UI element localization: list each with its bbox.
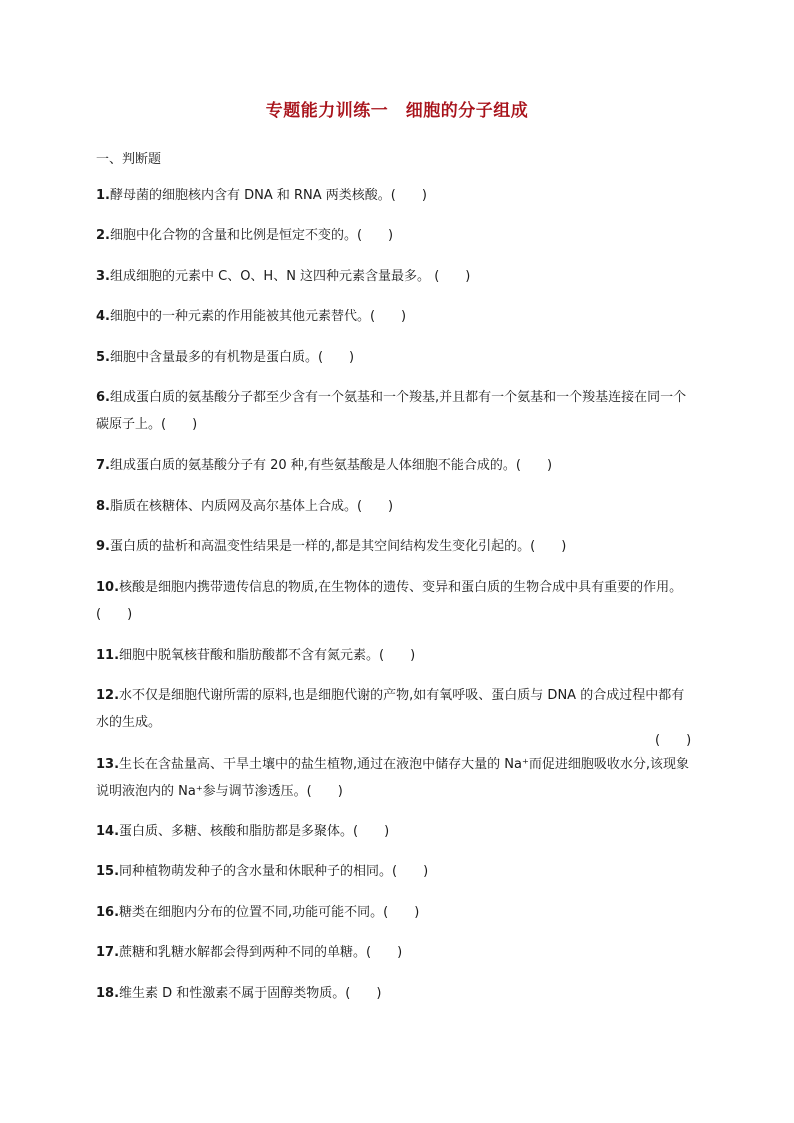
- question-number: 17.: [96, 945, 120, 960]
- question-number: 9.: [96, 539, 110, 554]
- question-number: 12.: [96, 688, 120, 703]
- page-title: 专题能力训练一 细胞的分子组成: [265, 101, 529, 121]
- question-text: 糖类在细胞内分布的位置不同,功能可能不同。( ): [119, 905, 420, 920]
- question-14: [96, 818, 696, 845]
- section-heading: 一、判断题: [96, 152, 162, 167]
- question-17: [96, 939, 696, 966]
- question-2: [96, 222, 696, 249]
- question-15: [96, 858, 696, 885]
- question-number: 6.: [96, 390, 110, 405]
- question-text: 组成细胞的元素中 C、O、H、N 这四种元素含量最多。 ( ): [109, 269, 471, 284]
- question-text: 蛋白质的盐析和高温变性结果是一样的,都是其空间结构发生变化引起的。( ): [109, 539, 567, 554]
- question-10: [96, 574, 696, 628]
- question-text: 细胞中的一种元素的作用能被其他元素替代。( ): [109, 309, 407, 324]
- question-1: [96, 182, 696, 209]
- question-11: [96, 642, 696, 669]
- question-number: 7.: [96, 458, 110, 473]
- question-4: [96, 303, 696, 330]
- question-number: 15.: [96, 864, 120, 879]
- question-text: 细胞中含量最多的有机物是蛋白质。( ): [109, 350, 355, 365]
- question-number: 11.: [96, 648, 120, 663]
- question-text: 蔗糖和乳糖水解都会得到两种不同的单糖。( ): [119, 945, 403, 960]
- question-6: [96, 384, 696, 438]
- question-text: 酵母菌的细胞核内含有 DNA 和 RNA 两类核酸。( ): [109, 188, 427, 203]
- question-number: 13.: [96, 757, 120, 772]
- question-number: 1.: [96, 188, 110, 203]
- question-8: [96, 493, 696, 520]
- answer-bracket: ( ): [655, 733, 692, 748]
- question-number: 18.: [96, 986, 120, 1001]
- question-7: [96, 452, 696, 479]
- question-number: 14.: [96, 824, 120, 839]
- question-number: 2.: [96, 228, 110, 243]
- question-number: 10.: [96, 580, 120, 595]
- question-9: [96, 533, 696, 560]
- question-18: [96, 980, 696, 1007]
- question-text: 组成蛋白质的氨基酸分子都至少含有一个氨基和一个羧基,并且都有一个氨基和一个羧基连接在同一个碳原子上。( ): [96, 390, 687, 432]
- question-text: 生长在含盐量高、干旱土壤中的盐生植物,通过在液泡中储存大量的 Na⁺而促进细胞吸收水分,该现象说明液泡内的 Na⁺参与调节渗透压。( ): [96, 757, 689, 799]
- question-3: [96, 263, 696, 290]
- question-number: 5.: [96, 350, 110, 365]
- question-16: [96, 899, 696, 926]
- question-text: 核酸是细胞内携带遗传信息的物质,在生物体的遗传、变异和蛋白质的生物合成中具有重要的作用。( ): [96, 580, 683, 622]
- question-5: [96, 344, 696, 371]
- question-12: [96, 682, 696, 736]
- question-text: 脂质在核糖体、内质网及高尔基体上合成。( ): [109, 499, 394, 514]
- question-text: 同种植物萌发种子的含水量和休眠种子的相同。( ): [119, 864, 429, 879]
- question-number: 3.: [96, 269, 110, 284]
- question-number: 4.: [96, 309, 110, 324]
- question-13: [96, 751, 696, 805]
- question-text: 水不仅是细胞代谢所需的原料,也是细胞代谢的产物,如有氧呼吸、蛋白质与 DNA 的合成过程中都有水的生成。: [96, 688, 685, 730]
- question-text: 组成蛋白质的氨基酸分子有 20 种,有些氨基酸是人体细胞不能合成的。( ): [109, 458, 553, 473]
- question-text: 蛋白质、多糖、核酸和脂肪都是多聚体。( ): [119, 824, 390, 839]
- question-number: 16.: [96, 905, 120, 920]
- question-text: 细胞中脱氧核苷酸和脂肪酸都不含有氮元素。( ): [119, 648, 416, 663]
- question-text: 维生素 D 和性激素不属于固醇类物质。( ): [119, 986, 382, 1001]
- question-number: 8.: [96, 499, 110, 514]
- question-text: 细胞中化合物的含量和比例是恒定不变的。( ): [109, 228, 394, 243]
